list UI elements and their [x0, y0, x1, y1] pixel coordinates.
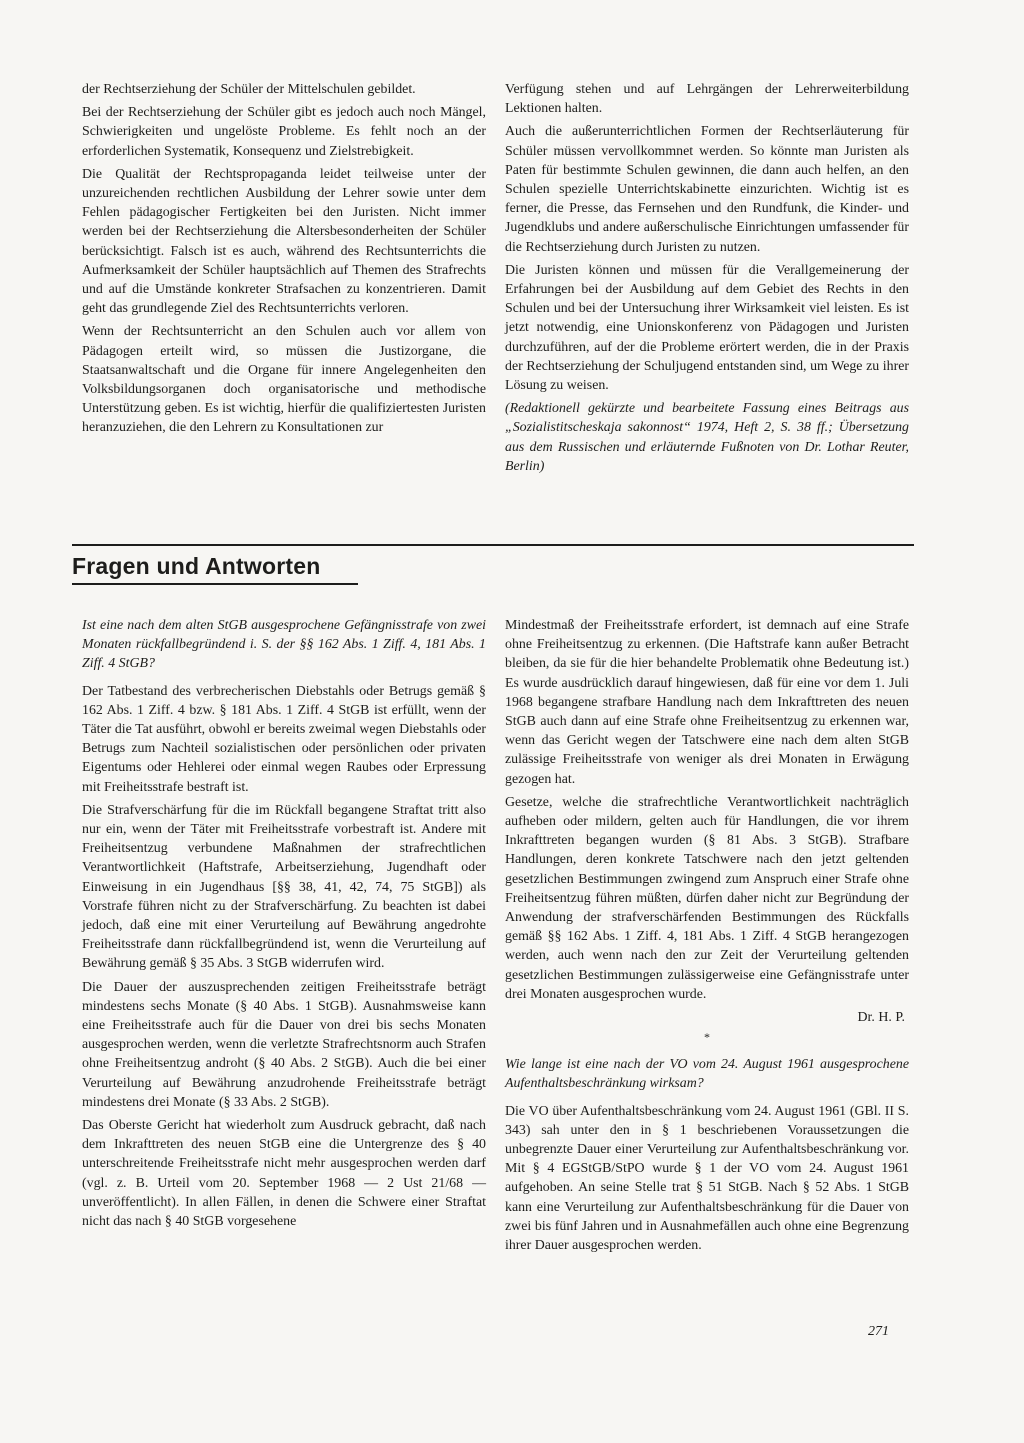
separator-asterisk: * — [704, 1030, 710, 1045]
paragraph: der Rechtserziehung der Schüler der Mittelschulen gebildet. — [82, 82, 416, 97]
paragraph: Die Juristen können und müssen für die Verallgemeinerung der Erfahrungen bei der Ausbildung auf dem Gebiet des Rechts in den Schulen und bei der Untersuchung ihrer Wirksamkeit viel leisten. Es ist jetzt notwendig, eine Unionskonferenz von Pädagogen und Juristen durchzuführen, auf der die Probleme erörtert werden, die in der Praxis der Rechtserziehung der Schuljugend entstanden sind, um Wege zu ihrer Lösung zu weisen. — [505, 262, 909, 394]
question-2: Wie lange ist eine nach der VO vom 24. August 1961 ausgesprochene Aufenthaltsbeschränkung wirksam? — [505, 1057, 909, 1092]
bottom-left-column — [82, 616, 486, 1235]
paragraph: Das Oberste Gericht hat wiederholt zum Ausdruck gebracht, daß nach dem Inkrafttreten des neuen StGB eine die Untergrenze des § 40 unterschreitende Freiheitsstrafe nicht mehr ausgesprochen werden darf (vgl. z. B. Urteil vom 20. September 1968 — 2 Ust 21/68 — unveröffentlicht). In allen Fällen, in denen die Schwere einer Straftat nicht das nach § 40 StGB vorgesehene — [82, 1118, 486, 1230]
paragraph: Gesetze, welche die strafrechtliche Verantwortlichkeit nachträglich aufheben oder mildern, gelten auch für Handlungen, die vor ihrem Inkrafttreten begangen wurden (§ 81 Abs. 3 StGB). Strafbare Handlungen, deren konkrete Tatschwere nach den jetzt geltenden gesetzlichen Bestimmungen zwingend zum Anspruch einer Strafe ohne Freiheitsentzug führen müßten, dürfen daher nicht zur Begründung der Anwendung der strafverschärfenden Bestimmungen des Rückfalls gemäß §§ 162 Abs. 1 Ziff. 4, 181 Abs. 1 Ziff. 4 StGB herangezogen werden, auch wenn nach den zur Zeit der Verurteilung geltenden gesetzlichen Bestimmungen zulässigerweise eine Gefängnisstrafe unter drei Monaten ausgesprochen wurde. — [505, 794, 909, 1002]
paragraph: Die VO über Aufenthaltsbeschränkung vom 24. August 1961 (GBl. II S. 343) sah unter den in § 1 beschriebenen Voraussetzungen die unbegrenzte Dauer einer Verurteilung zur Aufenthaltsbeschränkung vor. Mit § 4 EGStGB/StPO wurde § 1 der VO vom 24. August 1961 aufgehoben. An seine Stelle trat § 51 StGB. Nach § 52 Abs. 1 StGB kann eine Verurteilung zur Aufenthaltsbeschränkung für die Dauer von zwei bis fünf Jahren und in Ausnahmefällen auch ohne eine Begrenzung ihrer Dauer ausgesprochen werden. — [505, 1103, 909, 1254]
question-1: Ist eine nach dem alten StGB ausgesprochene Gefängnisstrafe von zwei Monaten rückfallbegründend i. S. der §§ 162 Abs. 1 Ziff. 4, 181 Abs. 1 Ziff. 4 StGB? — [82, 618, 486, 672]
author-signature: Dr. H. P. — [857, 1010, 905, 1026]
paragraph: Die Dauer der auszusprechenden zeitigen Freiheitsstrafe beträgt mindestens sechs Monate (§ 40 Abs. 1 StGB). Ausnahmsweise kann eine Freiheitsstrafe auch für die Dauer von drei bis sechs Monaten ausgesprochen werden, wenn die verletzte Strafrechtsnorm auch Strafen ohne Freiheitsentzug androht (§ 40 Abs. 2 StGB). Auch die bei einer Verurteilung auf Bewährung anzudrohende Freiheitsstrafe beträgt mindestens drei Monate (§ 33 Abs. 2 StGB). — [82, 979, 486, 1110]
top-left-column — [82, 80, 486, 442]
page-number: 271 — [868, 1324, 889, 1339]
section-divider — [72, 544, 914, 546]
paragraph: Der Tatbestand des verbrecherischen Diebstahls oder Betrugs gemäß § 162 Abs. 1 Ziff. 4 bzw. § 181 Abs. 1 Ziff. 4 StGB ist erfüllt, wenn der Täter die Tat ausführt, obwohl er bereits zweimal wegen Diebstahls oder Betrugs zum Nachteil sozialistischen oder persönlichen oder privaten Eigentums oder Hehlerei oder einmal wegen Raubes oder Erpressung mit Freiheitsstrafe bestraft ist. — [82, 683, 486, 795]
top-right-column — [505, 80, 909, 480]
paragraph: Die Strafverschärfung für die im Rückfall begangene Straftat tritt also nur ein, wenn der Täter mit Freiheitsstrafe vorbestraft ist. Andere mit Freiheitsentzug verbundene Maßnahmen der strafrechtlichen Verantwortlichkeit (Haftstrafe, Arbeitserziehung, Jugendhaft oder Einweisung in ein Jugendhaus [§§ 38, 41, 42, 74, 75 StGB]) als Vorstrafe führen nicht zu der Strafverschärfung. Zu beachten ist dabei jedoch, daß eine mit einer Verurteilung auf Bewährung angedrohte Freiheitsstrafe dann rückfallbegründend ist, wenn die Verurteilung auf Bewährung gemäß § 35 Abs. 3 StGB widerrufen wird. — [82, 802, 486, 972]
paragraph: Auch die außerunterrichtlichen Formen der Rechtserläuterung für Schüler müssen vervollkommnet werden. So könnte man Juristen als Paten für bestimmte Schulen gewinnen, die dann auch helfen, an den Schulen spezielle Unterrichtskabinette einzurichten. Wichtig ist es ferner, die Presse, das Fernsehen und den Rundfunk, die Kinder- und Jugendklubs und andere außerschulische Einrichtungen umfassender für die Rechtserziehung durch Juristen zu nutzen. — [505, 124, 909, 255]
source-note: (Redaktionell gekürzte und bearbeitete Fassung eines Beitrags aus „Sozialistitscheskaja sakonnost“ 1974, Heft 2, S. 38 ff.; Übersetzung aus dem Russischen und erläuternde Fußnoten von Dr. Lothar Reuter, Berlin) — [505, 401, 909, 474]
paragraph: Wenn der Rechtsunterricht an den Schulen auch vor allem von Pädagogen erteilt wird, so müssen die Justizorgane, die Staatsanwaltschaft und die Organe für innere Angelegenheiten den Volksbildungsorganen doch organisatorische und methodische Unterstützung geben. Es ist wichtig, hierfür die qualifiziertesten Juristen heranzuziehen, die den Lehrern zu Konsultationen zur — [82, 324, 486, 436]
heading-underline — [72, 583, 358, 585]
paragraph: Die Qualität der Rechtspropaganda leidet teilweise unter der unzureichenden rechtlichen Ausbildung der Lehrer sowie unter dem Fehlen pädagogischer Fertigkeiten bei den Juristen. Nicht immer werden bei der Rechtserziehung die Altersbesonderheiten der Schüler berücksichtigt. Falsch ist es auch, während des Rechtsunterrichts die Aufmerksamkeit der Schüler hauptsächlich auf Themen des Strafrechts und auf die Umstände konkreter Strafsachen zu konzentrieren. Damit geht das grundlegende Ziel des Rechtsunterrichts verloren. — [82, 166, 486, 317]
bottom-right-column — [505, 616, 909, 1259]
paragraph: Bei der Rechtserziehung der Schüler gibt es jedoch auch noch Mängel, Schwierigkeiten und ungelöste Probleme. Es fehlt noch an der erforderlichen Systematik, Konsequenz und Zielstrebigkeit. — [82, 105, 486, 159]
paragraph: Mindestmaß der Freiheitsstrafe erfordert, ist demnach auf eine Strafe ohne Freiheitsentzug zu erkennen. (Die Haftstrafe kann außer Betracht bleiben, da sie für die hier behandelte Problematik ohne Bedeutung ist.) Es wurde ausdrücklich darauf hingewiesen, daß für eine vor dem 1. Juli 1968 begangene strafbare Handlung nach dem Inkrafttreten des neuen StGB auch dann auf eine Strafe ohne Freiheitsentzug zu erkennen war, wenn das Gericht wegen der Tatschwere eine nach dem alten StGB zulässige Freiheitsstrafe von weniger als drei Monaten in Erwägung gezogen hat. — [505, 618, 909, 787]
section-heading: Fragen und Antworten — [72, 553, 321, 579]
paragraph: Verfügung stehen und auf Lehrgängen der Lehrerweiterbildung Lektionen halten. — [505, 82, 909, 117]
